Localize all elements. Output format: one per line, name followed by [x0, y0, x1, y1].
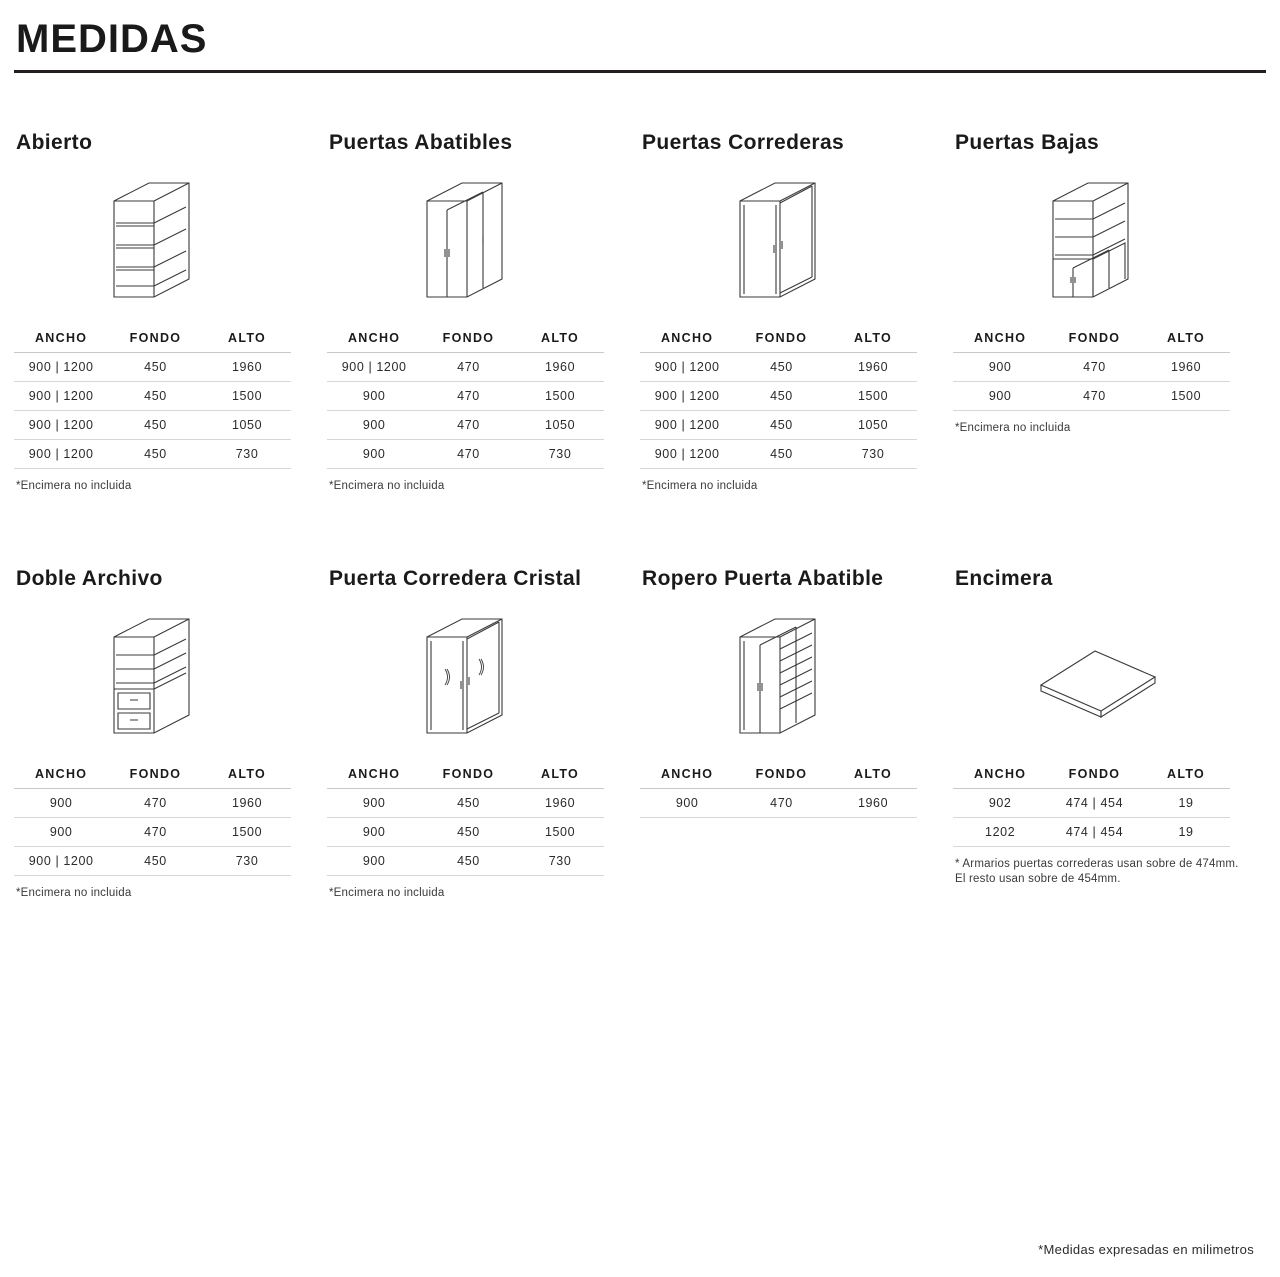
column-header-fondo: FONDO — [421, 327, 515, 353]
column-header-ancho: ANCHO — [14, 763, 108, 789]
column-header-ancho: ANCHO — [953, 763, 1047, 789]
cell-ancho: 900 — [14, 817, 108, 846]
table-row — [14, 846, 291, 875]
cell-alto: 1960 — [1142, 353, 1231, 382]
cell-fondo: 470 — [421, 353, 515, 382]
table-row — [327, 788, 604, 817]
cell-ancho: 900 — [327, 846, 421, 875]
cell-ancho: 900 — [327, 817, 421, 846]
product-block-doble-archivo — [14, 567, 327, 902]
wardrobe-hinged-door-icon — [730, 607, 840, 747]
cell-fondo: 470 — [734, 788, 828, 817]
block-title-encimera: Encimera — [955, 566, 1053, 590]
column-header-ancho: ANCHO — [953, 327, 1047, 353]
cell-ancho: 1202 — [953, 817, 1047, 846]
table-row — [640, 440, 917, 469]
cell-fondo: 450 — [734, 353, 828, 382]
figure-encimera — [953, 597, 1242, 757]
low-door-cabinet-icon — [1043, 171, 1153, 311]
cell-alto: 1960 — [516, 353, 605, 382]
table-header-row — [953, 327, 1230, 353]
cell-ancho: 900 — [327, 788, 421, 817]
cell-alto: 1500 — [829, 382, 918, 411]
cell-alto: 1500 — [1142, 382, 1231, 411]
product-block-puertas-bajas — [953, 131, 1266, 495]
table-row — [640, 382, 917, 411]
cell-fondo: 470 — [421, 382, 515, 411]
block-title-abierto: Abierto — [16, 131, 93, 154]
product-row-1 — [14, 131, 1266, 495]
cell-fondo: 470 — [421, 440, 515, 469]
cell-ancho: 900 — [953, 353, 1047, 382]
cell-fondo: 470 — [1047, 382, 1141, 411]
cell-ancho: 900 — [327, 440, 421, 469]
cell-fondo: 470 — [108, 817, 202, 846]
cell-ancho: 900 | 1200 — [640, 440, 734, 469]
cell-fondo: 450 — [734, 382, 828, 411]
cell-ancho: 900 | 1200 — [14, 353, 108, 382]
column-header-fondo: FONDO — [1047, 763, 1141, 789]
cell-ancho: 902 — [953, 788, 1047, 817]
cell-alto: 1500 — [516, 382, 605, 411]
block-title-doble-archivo: Doble Archivo — [16, 566, 163, 590]
cell-ancho: 900 | 1200 — [327, 353, 421, 382]
double-file-cabinet-icon — [104, 607, 214, 747]
column-header-fondo: FONDO — [108, 327, 202, 353]
cell-alto: 1960 — [203, 353, 292, 382]
measurement-table-ropero-puerta-abatible — [640, 763, 917, 818]
table-header-row — [14, 327, 291, 353]
cell-fondo: 450 — [734, 440, 828, 469]
column-header-alto: ALTO — [829, 763, 918, 789]
cell-fondo: 450 — [108, 440, 202, 469]
glass-sliding-door-cabinet-icon — [417, 607, 527, 747]
countertop-icon — [1023, 607, 1173, 747]
figure-puerta-corredera-cristal — [327, 597, 616, 757]
header-divider — [14, 70, 1266, 73]
product-row-2 — [14, 567, 1266, 902]
column-header-alto: ALTO — [516, 763, 605, 789]
cell-alto: 1050 — [203, 411, 292, 440]
cell-fondo: 450 — [421, 817, 515, 846]
column-header-alto: ALTO — [1142, 327, 1231, 353]
column-header-ancho: ANCHO — [640, 327, 734, 353]
column-header-fondo: FONDO — [108, 763, 202, 789]
open-shelf-unit-icon — [104, 171, 214, 311]
column-header-alto: ALTO — [203, 327, 292, 353]
cell-ancho: 900 | 1200 — [14, 440, 108, 469]
note-encimera: * Armarios puertas correderas usan sobre de 474mm. El resto usan sobre de 454mm. — [955, 857, 1239, 886]
table-row — [327, 440, 604, 469]
figure-ropero-puerta-abatible — [640, 597, 929, 757]
table-row — [327, 411, 604, 440]
table-row — [953, 382, 1230, 411]
cell-ancho: 900 | 1200 — [14, 411, 108, 440]
table-row — [14, 817, 291, 846]
cell-alto: 1960 — [829, 353, 918, 382]
cell-fondo: 450 — [108, 846, 202, 875]
note-puertas-correderas: *Encimera no incluida — [642, 480, 758, 492]
table-header-row — [953, 763, 1230, 789]
cell-alto: 730 — [203, 440, 292, 469]
figure-abierto — [14, 161, 303, 321]
cell-alto: 730 — [516, 440, 605, 469]
block-title-puertas-abatibles: Puertas Abatibles — [329, 131, 513, 154]
note-abierto: *Encimera no incluida — [16, 480, 132, 492]
cell-ancho: 900 | 1200 — [640, 382, 734, 411]
cell-fondo: 474 | 454 — [1047, 788, 1141, 817]
table-header-row — [640, 327, 917, 353]
block-title-puerta-corredera-cristal: Puerta Corredera Cristal — [329, 566, 582, 590]
column-header-alto: ALTO — [516, 327, 605, 353]
table-header-row — [327, 763, 604, 789]
measurement-table-encimera — [953, 763, 1230, 847]
cell-ancho: 900 | 1200 — [14, 846, 108, 875]
cell-fondo: 470 — [1047, 353, 1141, 382]
cell-alto: 19 — [1142, 788, 1231, 817]
measurement-table-abierto — [14, 327, 291, 469]
note-puerta-corredera-cristal: *Encimera no incluida — [329, 886, 445, 899]
cell-ancho: 900 — [640, 788, 734, 817]
column-header-fondo: FONDO — [734, 763, 828, 789]
table-header-row — [327, 327, 604, 353]
cell-alto: 1500 — [516, 817, 605, 846]
cell-ancho: 900 | 1200 — [14, 382, 108, 411]
cell-fondo: 450 — [108, 382, 202, 411]
block-title-ropero-puerta-abatible: Ropero Puerta Abatible — [642, 566, 884, 590]
table-row — [14, 788, 291, 817]
table-row — [14, 353, 291, 382]
note-puertas-bajas: *Encimera no incluida — [955, 422, 1071, 434]
table-row — [327, 353, 604, 382]
column-header-ancho: ANCHO — [14, 327, 108, 353]
column-header-fondo: FONDO — [421, 763, 515, 789]
product-block-abierto — [14, 131, 327, 495]
cell-ancho: 900 — [327, 382, 421, 411]
cell-alto: 1500 — [203, 817, 292, 846]
cell-fondo: 450 — [421, 846, 515, 875]
page-title: MEDIDAS — [16, 17, 208, 61]
table-row — [640, 353, 917, 382]
column-header-alto: ALTO — [1142, 763, 1231, 789]
figure-doble-archivo — [14, 597, 303, 757]
cell-fondo: 450 — [108, 353, 202, 382]
cell-alto: 730 — [829, 440, 918, 469]
block-title-puertas-bajas: Puertas Bajas — [955, 131, 1100, 154]
hinged-door-cabinet-icon — [417, 171, 527, 311]
table-header-row — [640, 763, 917, 789]
table-header-row — [14, 763, 291, 789]
cell-alto: 1050 — [829, 411, 918, 440]
cell-alto: 1960 — [516, 788, 605, 817]
cell-alto: 1960 — [829, 788, 918, 817]
table-row — [640, 788, 917, 817]
table-row — [953, 788, 1230, 817]
table-row — [327, 382, 604, 411]
measurement-table-puertas-correderas — [640, 327, 917, 469]
cell-ancho: 900 — [953, 382, 1047, 411]
product-block-puertas-correderas — [640, 131, 953, 495]
table-row — [953, 353, 1230, 382]
cell-ancho: 900 | 1200 — [640, 353, 734, 382]
cell-ancho: 900 — [327, 411, 421, 440]
cell-alto: 1960 — [203, 788, 292, 817]
measurement-table-puertas-abatibles — [327, 327, 604, 469]
table-row — [327, 817, 604, 846]
page-header — [14, 0, 1266, 73]
cell-ancho: 900 | 1200 — [640, 411, 734, 440]
cell-ancho: 900 — [14, 788, 108, 817]
figure-puertas-correderas — [640, 161, 929, 321]
sliding-door-cabinet-icon — [730, 171, 840, 311]
page-footnote: *Medidas expresadas en milimetros — [1038, 1242, 1254, 1257]
measurement-table-puerta-corredera-cristal — [327, 763, 604, 876]
column-header-fondo: FONDO — [734, 327, 828, 353]
column-header-alto: ALTO — [829, 327, 918, 353]
table-row — [14, 411, 291, 440]
cell-fondo: 474 | 454 — [1047, 817, 1141, 846]
table-row — [14, 382, 291, 411]
column-header-ancho: ANCHO — [327, 327, 421, 353]
figure-puertas-bajas — [953, 161, 1242, 321]
cell-fondo: 450 — [421, 788, 515, 817]
cell-alto: 730 — [203, 846, 292, 875]
table-row — [640, 411, 917, 440]
measurement-table-doble-archivo — [14, 763, 291, 876]
block-title-puertas-correderas: Puertas Correderas — [642, 131, 845, 154]
cell-fondo: 450 — [734, 411, 828, 440]
cell-alto: 1050 — [516, 411, 605, 440]
cell-alto: 19 — [1142, 817, 1231, 846]
cell-fondo: 470 — [421, 411, 515, 440]
table-row — [953, 817, 1230, 846]
column-header-alto: ALTO — [203, 763, 292, 789]
cell-alto: 1500 — [203, 382, 292, 411]
table-row — [14, 440, 291, 469]
column-header-ancho: ANCHO — [327, 763, 421, 789]
cell-fondo: 450 — [108, 411, 202, 440]
note-doble-archivo: *Encimera no incluida — [16, 886, 132, 899]
column-header-ancho: ANCHO — [640, 763, 734, 789]
cell-alto: 730 — [516, 846, 605, 875]
cell-fondo: 470 — [108, 788, 202, 817]
figure-puertas-abatibles — [327, 161, 616, 321]
product-block-ropero-puerta-abatible — [640, 567, 953, 902]
product-block-puertas-abatibles — [327, 131, 640, 495]
column-header-fondo: FONDO — [1047, 327, 1141, 353]
product-block-puerta-corredera-cristal — [327, 567, 640, 902]
measurement-table-puertas-bajas — [953, 327, 1230, 411]
product-block-encimera — [953, 567, 1266, 902]
table-row — [327, 846, 604, 875]
note-puertas-abatibles: *Encimera no incluida — [329, 480, 445, 492]
